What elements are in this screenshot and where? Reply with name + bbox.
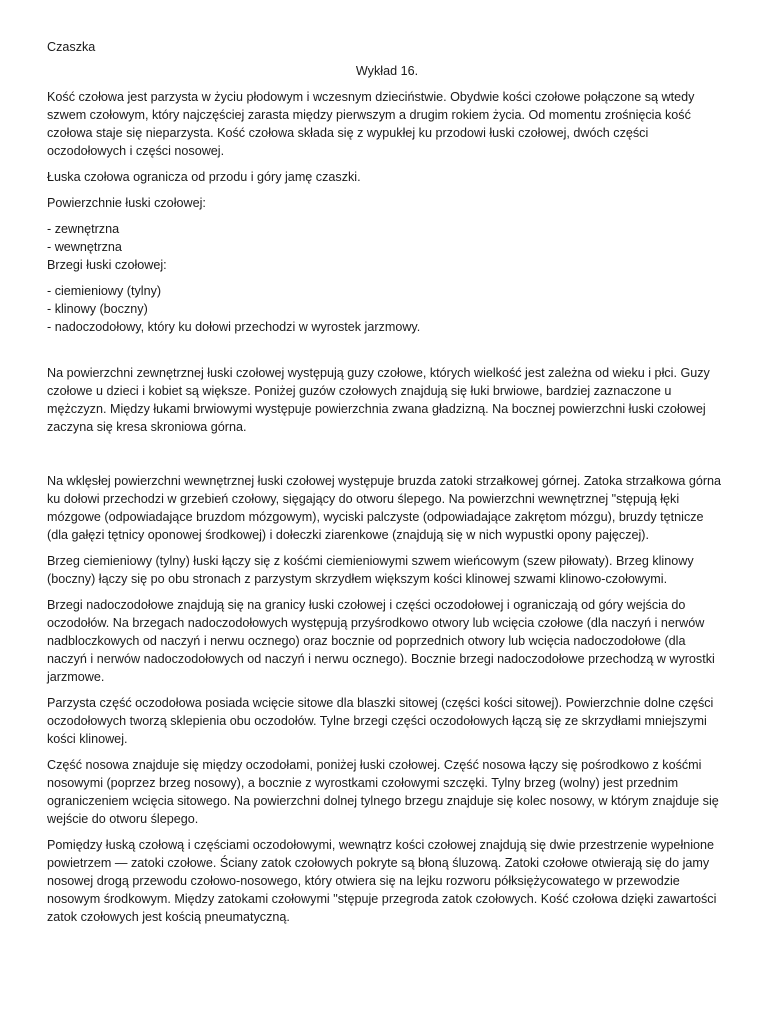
document-title: Czaszka [47, 40, 96, 54]
paragraph-intro: Kość czołowa jest parzysta w życiu płodowym i wczesnym dzieciństwie. Obydwie kości czołowe połączone są wtedy szwem czołowym, który najczęściej zarasta między pierwszym a drugim rokiem życia. Od momentu zrośnięcia kość czołowa staje się nieparzysta. Kość czołowa składa się z wypukłej ku przodowi łuski czołowej, dwóch części oczodołowych i części nosowej. [47, 90, 695, 158]
paragraph-nasal-part: Część nosowa znajduje się między oczodołami, poniżej łuski czołowej. Część nosowa łączy się pośrodkowo z kośćmi nosowymi (poprzez brzeg nosowy), a bocznie z wyrostkami czołowymi szczęki. Tylny brzeg (wolny) jest przednim ograniczeniem wcięcia sitowego. Na powierzchni dolnej tylnego brzegu znajduje się kolec nosowy, w którym znajduje się wejście do otworu ślepego. [47, 758, 719, 826]
lecture-heading: Wykład 16. [355, 64, 419, 78]
spacer [47, 444, 727, 472]
surfaces-list [47, 220, 727, 336]
paragraph-outer-surface: Na powierzchni zewnętrznej łuski czołowej występują guzy czołowe, których wielkość jest zależna od wieku i płci. Guzy czołowe u dzieci i kobiet są większe. Poniżej guzów czołowych znajdują się łuki brwiowe, bardziej zaznaczone u mężczyzn. Między łukami brwiowymi występuje powierzchnia zwana gładzizną. Na bocznej powierzchni łuski czołowej zaczyna się kresa skroniowa górna. [47, 366, 710, 434]
edges-heading: Brzegi łuski czołowej: [47, 258, 167, 272]
paragraph-parietal-edge: Brzeg ciemieniowy (tylny) łuski łączy się z kośćmi ciemieniowymi szwem wieńcowym (szew piłowaty). Brzeg klinowy (boczny) łączy się po obu stronach z parzystym skrzydłem większym kości klinowej szwami klinowo-czołowymi. [47, 554, 694, 586]
list-item: - wewnętrzna [47, 240, 122, 254]
surfaces-heading: Powierzchnie łuski czołowej: [47, 196, 206, 210]
list-item: - zewnętrzna [47, 222, 120, 236]
paragraph-supraorbital-edges: Brzegi nadoczodołowe znajdują się na granicy łuski czołowej i części oczodołowej i ograniczają od góry wejścia do oczodołów. Na brzegach nadoczodołowych występują przyśrodkowo otwory lub wcięcia czołowe (dla naczyń i nerwów nadbloczkowych od naczyń i nerwu ocznego) oraz bocznie od poprzednich otwory lub wcięcia nadoczodołowe (dla naczyń i nerwów nadoczodołowych od naczyń i nerwu ocznego). Bocznie brzegi nadoczodołowe przechodzą w wyrostki jarzmowe. [47, 598, 715, 684]
paragraph-scale: Łuska czołowa ogranicza od przodu i góry jamę czaszki. [47, 170, 361, 184]
document-page [47, 38, 727, 934]
list-item: - nadoczodołowy, który ku dołowi przechodzi w wyrostek jarzmowy. [47, 320, 421, 334]
paragraph-frontal-sinuses: Pomiędzy łuską czołową i częściami oczodołowymi, wewnątrz kości czołowej znajdują się dwie przestrzenie wypełnione powietrzem — zatoki czołowe. Ściany zatok czołowych pokryte są błoną śluzową. Zatoki czołowe otwierają się do jamy nosowej drogą przewodu czołowo-nosowego, który otwiera się na lejku rozworu półksiężycowatego w przewodzie nosowym środkowym. Między zatokami czołowymi "stępuje przegroda zatok czołowych. Kość czołowa dzięki zawartości zatok czołowych jest kością pneumatyczną. [47, 838, 717, 924]
paragraph-inner-surface: Na wklęsłej powierzchni wewnętrznej łuski czołowej występuje bruzda zatoki strzałkowej górnej. Zatoka strzałkowa górna ku dołowi przechodzi w grzebień czołowy, sięgający do otworu ślepego. Na powierzchni wewnętrznej "stępują łęki mózgowe (odpowiadające bruzdom mózgowym), wyciski palczyste (odpowiadające zakrętom mózgu), bruzdy tętnicze (dla gałęzi tętnicy oponowej środkowej) i dołeczki ziarenkowe (znajdują się w nich wypustki opony pajęczej). [47, 474, 722, 542]
list-item: - klinowy (boczny) [47, 302, 148, 316]
spacer [47, 344, 727, 364]
list-item: - ciemieniowy (tylny) [47, 284, 162, 298]
paragraph-orbital-part: Parzysta część oczodołowa posiada wcięcie sitowe dla blaszki sitowej (części kości sitowej). Powierzchnie dolne części oczodołowych tworzą sklepienia obu oczodołów. Tylne brzegi części oczodołowych łączą się ze skrzydłami mniejszymi kości klinowej. [47, 696, 714, 746]
